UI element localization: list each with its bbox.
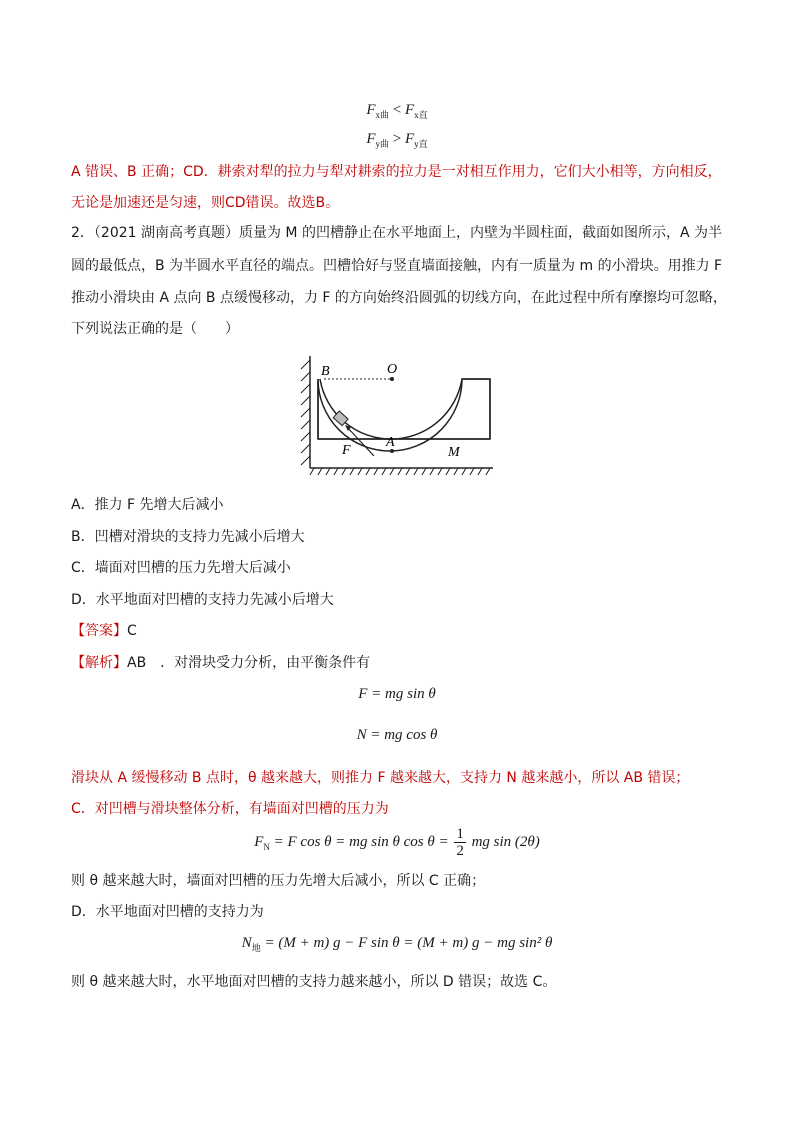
wall (301, 356, 310, 468)
equation-fx: $F_{x曲} < F_{x直}$ (366, 102, 428, 120)
analysis-c: C．对凹槽与滑块整体分析，有墙面对凹槽的压力为 (71, 801, 389, 817)
equation-fy: $F_{y曲} > F_{y直}$ (366, 131, 428, 149)
equation-N-ground: $N_地 = (M + m) g - F$ sin θ = (M + m) g − mg sin² θ (241, 935, 553, 953)
groove-figure (290, 350, 500, 482)
question-line-4: 下列说法正确的是（ ） (71, 321, 239, 337)
label-A: A (386, 435, 395, 450)
answer-line (71, 621, 137, 641)
fraction-half: $\frac{1}{2}$ (456, 826, 464, 859)
analysis-tag: 【解析】 (71, 655, 127, 671)
analysis-d: D．水平地面对凹槽的支持力为 (71, 904, 264, 920)
prev-answer-line-1: A 错误、B 正确；CD．耕索对犁的拉力与犁对耕索的拉力是一对相互作用力，它们大小相等，方向相反， (71, 164, 722, 180)
question-line-3: 推动小滑块由 A 点向 B 点缓慢移动，力 F 的方向始终沿圆弧的切线方向，在此过程中所有摩擦均可忽略， (71, 290, 727, 306)
question-line-2: 圆的最低点，B 为半圆水平直径的端点。凹槽恰好与竖直墙面接触，内有一质量为 m 的小滑块。用推力 F (71, 258, 723, 274)
answer-value: C (127, 623, 137, 639)
option-d: D．水平地面对凹槽的支持力先减小后增大 (71, 592, 334, 608)
option-a: A．推力 F 先增大后减小 (71, 497, 224, 513)
label-F: F (342, 443, 351, 458)
answer-tag: 【答案】 (71, 623, 127, 639)
force-arrow (347, 427, 374, 456)
analysis-ab: 滑块从 A 缓慢移动 B 点时，θ 越来越大，则推力 F 越来越大，支持力 N 越来越小，所以 AB 错误； (71, 770, 690, 786)
option-b: B．凹槽对滑块的支持力先减小后增大 (71, 529, 305, 545)
equation-F: F = mg sin θ (358, 686, 436, 702)
analysis-d2: 则 θ 越来越大时，水平地面对凹槽的支持力越来越小，所以 D 错误；故选 C。 (71, 974, 557, 990)
equation-FN: $F_N = F$ cos θ = mg sin θ cos θ = $\frac{1}{2}$ mg sin (2θ) (254, 826, 540, 859)
label-B: B (321, 364, 330, 379)
analysis-intro: 【解析】AB ．对滑块受力分析，由平衡条件有 (71, 655, 371, 671)
option-c: C．墙面对凹槽的压力先增大后减小 (71, 560, 291, 576)
prev-answer-line-2: 无论是加速还是匀速，则CD错误。故选B。 (71, 195, 340, 211)
label-O: O (387, 362, 398, 377)
equation-N: N = mg cos θ (356, 727, 438, 743)
point-O (390, 377, 394, 381)
question-line-1: 2．（2021 湖南高考真题）质量为 M 的凹槽静止在水平地面上，内壁为半圆柱面，截面如图所示，A 为半 (71, 225, 722, 241)
ground (310, 468, 493, 475)
analysis-c2: 则 θ 越来越大时，墙面对凹槽的压力先增大后减小，所以 C 正确； (71, 873, 486, 889)
label-M: M (448, 445, 460, 460)
